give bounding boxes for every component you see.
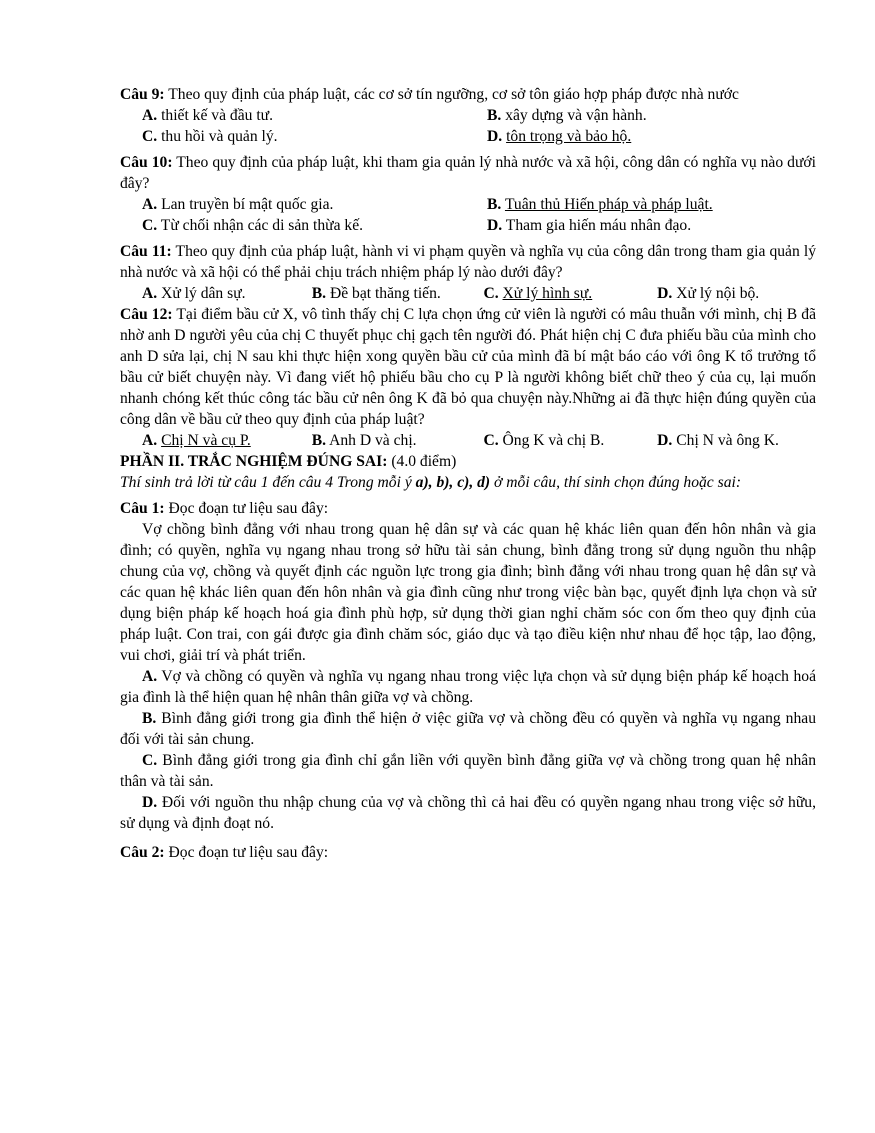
section-heading: PHẦN II. TRẮC NGHIỆM ĐÚNG SAI: (4.0 điểm) xyxy=(120,453,457,470)
question-text: Đọc đoạn tư liệu sau đây: xyxy=(164,844,329,861)
question-text: Theo quy định của pháp luật, hành vi vi phạm quyền và nghĩa vụ của công dân trong tham gia quản lý nhà nước và xã hội có thể phải chịu trách nhiệm pháp lý nào dưới đây? xyxy=(120,243,816,281)
tf-question-1 xyxy=(120,498,816,834)
option-b: B. Anh D và chị. xyxy=(311,432,417,449)
source-passage: Vợ chồng bình đẳng với nhau trong quan hệ dân sự và các quan hệ khác liên quan đến hôn nhân và gia đình; có quyền, nghĩa vụ ngang nhau trong sở hữu tài sản chung, bình đẳng trong sử dụng nguồn thu nhập chung của vợ, chồng và quyết định các nguồn lực trong gia đình; bình đẳng với nhau trong quan hệ dân sự và các quan hệ khác liên quan đến hôn nhân và gia đình cũng như trong việc bàn bạc, quyết định lựa chọn và sử dụng biện pháp kế hoạch hoá gia đình phù hợp, sử dụng thời gian nghỉ chăm sóc con ốm theo quy định của pháp luật. Con trai, con gái được gia đình chăm sóc, giáo dục và tạo điều kiện như nhau để học tập, lao động, vui chơi, giải trí và phát triển. xyxy=(120,521,816,664)
option-d: D. Xử lý nội bộ. xyxy=(657,285,760,302)
option-a: A. Chị N và cụ P. xyxy=(142,432,251,449)
option-d: D. tôn trọng và bảo hộ. xyxy=(487,128,632,145)
option-b: B. Đề bạt thăng tiến. xyxy=(311,285,441,302)
option-c: C. thu hồi và quản lý. xyxy=(142,128,278,145)
statement-a: A. Vợ và chồng có quyền và nghĩa vụ ngang nhau trong việc lựa chọn và sử dụng biện pháp kế hoạch hoá gia đình là thể hiện quan hệ nhân thân giữa vợ và chồng. xyxy=(120,668,816,706)
option-c: C. Ông K và chị B. xyxy=(483,432,605,449)
question-12 xyxy=(120,304,816,451)
question-label: Câu 9: xyxy=(120,86,165,103)
answer-options xyxy=(120,283,816,304)
option-d: D. Chị N và ông K. xyxy=(657,432,779,449)
option-b: B. xây dựng và vận hành. xyxy=(487,107,647,124)
question-11 xyxy=(120,241,816,304)
statement-d: D. Đối với nguồn thu nhập chung của vợ và chồng thì cả hai đều có quyền ngang nhau trong việc sở hữu, sử dụng và định đoạt nó. xyxy=(120,794,816,832)
question-label: Câu 12: xyxy=(120,306,173,323)
question-10 xyxy=(120,152,816,236)
answer-options xyxy=(120,105,816,147)
tf-question-2 xyxy=(120,842,816,863)
question-label: Câu 1: xyxy=(120,500,165,517)
exam-page xyxy=(120,84,816,863)
option-d: D. Tham gia hiến máu nhân đạo. xyxy=(487,217,692,234)
question-text: Đọc đoạn tư liệu sau đây: xyxy=(164,500,329,517)
option-a: A. thiết kế và đầu tư. xyxy=(142,107,274,124)
question-text: Theo quy định của pháp luật, khi tham gia quản lý nhà nước và xã hội, công dân có nghĩa vụ nào dưới đây? xyxy=(120,154,817,192)
answer-options xyxy=(120,194,816,236)
question-text: Theo quy định của pháp luật, các cơ sở tín ngưỡng, cơ sở tôn giáo hợp pháp được nhà nước xyxy=(164,86,739,103)
statement-b: B. Bình đẳng giới trong gia đình thể hiện ở việc giữa vợ và chồng đều có quyền và nghĩa vụ ngang nhau đối với tài sản chung. xyxy=(120,710,816,748)
option-b: B. Tuân thủ Hiến pháp và pháp luật. xyxy=(487,196,713,213)
answer-options xyxy=(120,430,816,451)
section-instructions: Thí sinh trả lời từ câu 1 đến câu 4 Trong mỗi ý a), b), c), d) ở mỗi câu, thí sinh chọn đúng hoặc sai: xyxy=(120,474,742,491)
option-a: A. Lan truyền bí mật quốc gia. xyxy=(142,196,334,213)
option-c: C. Từ chối nhận các di sản thừa kế. xyxy=(142,217,364,234)
question-label: Câu 11: xyxy=(120,243,172,260)
question-label: Câu 10: xyxy=(120,154,173,171)
question-label: Câu 2: xyxy=(120,844,165,861)
question-9 xyxy=(120,84,816,147)
statement-c: C. Bình đẳng giới trong gia đình chỉ gắn liền với quyền bình đẳng giữa vợ và chồng trong quan hệ nhân thân và tài sản. xyxy=(120,752,816,790)
option-a: A. Xử lý dân sự. xyxy=(142,285,246,302)
option-c: C. Xử lý hình sự. xyxy=(483,285,593,302)
question-text: Tại điểm bầu cử X, vô tình thấy chị C lựa chọn ứng cử viên là người có mâu thuẫn với mình, chị B đã nhờ anh D người yêu của chị C thuyết phục chị gạch tên người đó. Phát hiện chị C đưa phiếu bầu của mình cho anh D sửa lại, chị N sau khi thực hiện xong quyền bầu cử của mình đã bí mật báo cáo với ông K tổ trưởng tổ bầu cử biết chuyện này. Vì đang viết hộ phiếu bầu cho cụ P là người không biết chữ theo ý của cụ, lại muốn nhanh chóng kết thúc công tác bầu cử nên ông K đã bỏ qua chuyện này.Những ai đã thực hiện đúng quyền của công dân về bầu cử theo quy định của pháp luật? xyxy=(120,306,816,428)
